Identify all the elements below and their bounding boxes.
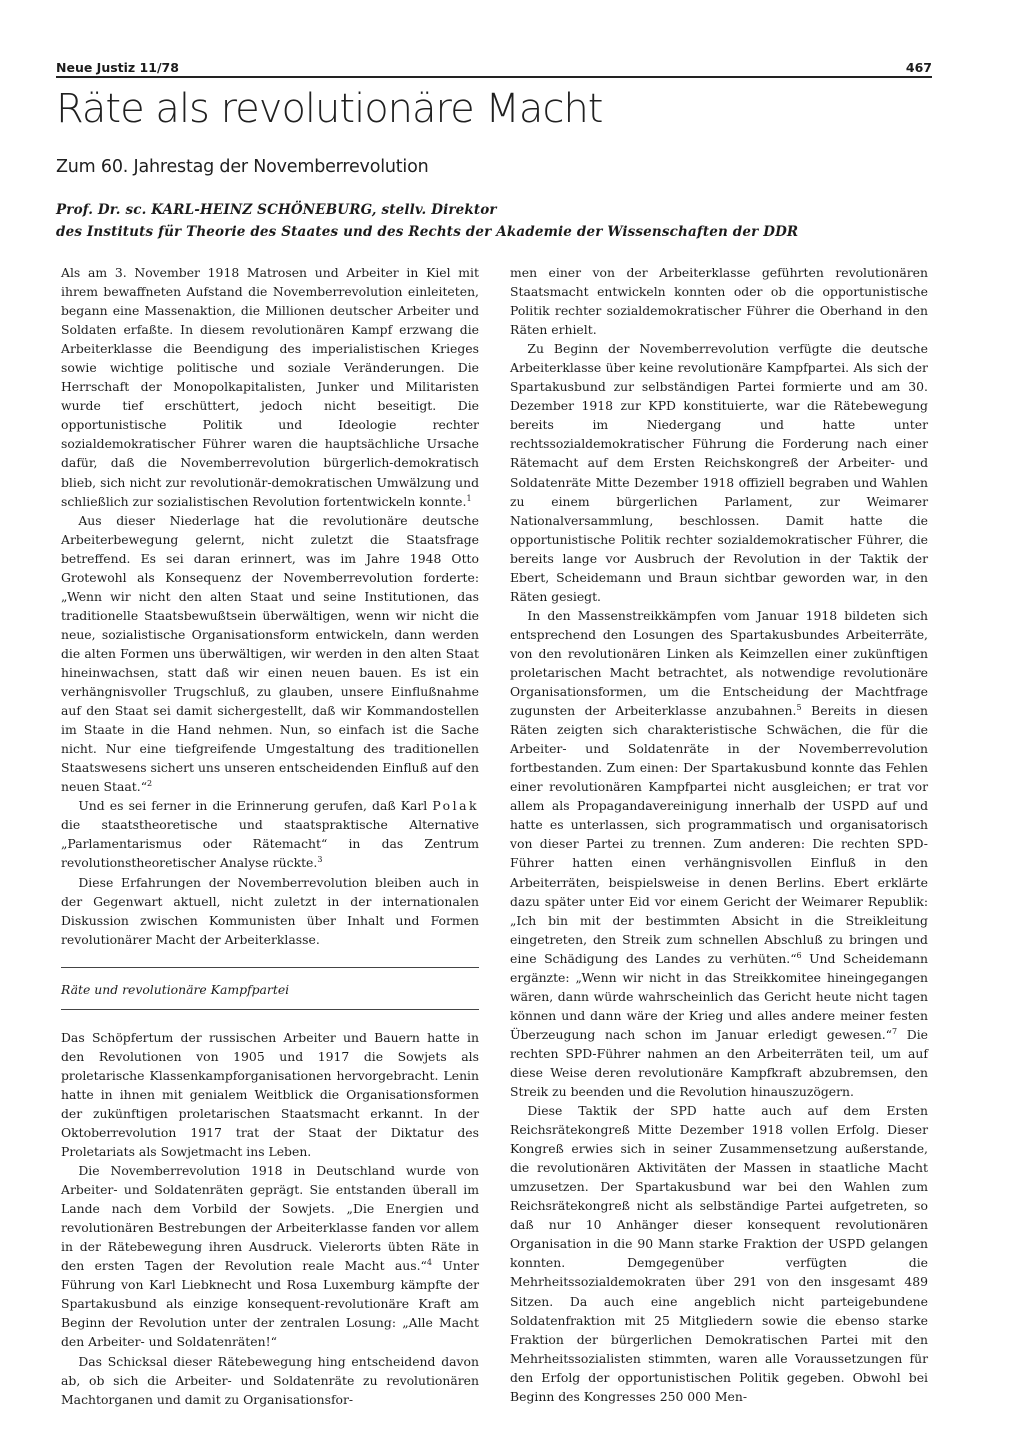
- footnote-ref: 5: [796, 702, 802, 712]
- paragraph: Das Schicksal dieser Rätebewegung hing entscheidend davon ab, ob sich die Arbeiter- und Soldatenräte zu revolutionären Machtorganen und damit zu Organisationsfor-: [61, 1353, 479, 1407]
- header-rule: [56, 76, 932, 78]
- paragraph: men einer von der Arbeiterklasse geführten revolutionären Staatsmacht entwickeln konnten oder ob die opportunistische Politik rechter sozialdemokratischer Führer die Oberhand in den Räten erhielt.: [510, 265, 928, 338]
- footnote-ref: 2: [147, 779, 153, 789]
- page-number: 467: [905, 60, 932, 75]
- article-subtitle: Zum 60. Jahrestag der Novemberrevolution: [56, 157, 429, 177]
- paragraph: Diese Taktik der SPD hatte auch auf dem Ersten Reichsrätekongreß Mitte Dezember 1918 vollen Erfolg. Dieser Kongreß erwies sich in seiner Zusammensetzung außerstande, die revolutionären Aktivitäten der Massen in staatliche Macht umzusetzen. Der Spartakusbund war bei den Wahlen zum Reichsrätekongreß nicht als selbständige Partei aufgetreten, so daß nur 10 Anhänger dieser konsequent revolutionären Organisation in die 90 Mann starke Fraktion der USPD gelangen konnten. Demgegenüber verfügten die Mehrheitssozialdemokraten über 291 von den insgesamt 489 Sitzen. Da auch eine angeblich nicht parteigebundene Soldatenfraktion mit 25 Mitgliedern sowie die ebenso starke Fraktion der bürgerlichen Demokratischen Partei mit den Mehrheitssozialisten stimmten, waren alle Voraussetzungen für den Erfolg der opportunistischen Politik gegeben. Obwohl bei Beginn des Kongresses 250 000 Men-: [510, 1103, 928, 1404]
- left-column: [61, 263, 479, 1409]
- paragraph: Das Schöpfertum der russischen Arbeiter und Bauern hatte in den Revolutionen von 1905 und 1917 die Sowjets als proletarische Klassenkampforganisationen hervorgebracht. Lenin hatte in ihnen mit genialem Weitblick die Organisationsformen der zukünftigen proletarischen Staatsmacht erkannt. In der Oktoberrevolution 1917 trat der Staat der Diktatur des Proletariats als Sowjetmacht ins Leben.: [61, 1029, 479, 1160]
- author-block: [56, 199, 936, 243]
- journal-issue: Neue Justiz 11/78: [56, 60, 179, 75]
- section-heading: Räte und revolutionäre Kampfpartei: [61, 981, 290, 997]
- footnote-ref: 7: [892, 1026, 898, 1036]
- paragraph: Zu Beginn der Novemberrevolution verfügte die deutsche Arbeiterklasse über keine revolutionäre Kampfpartei. Als sich der Spartakusbund zur selbständigen Partei formierte und am 30. Dezember 1918 zur KPD konstituierte, war die Rätebewegung bereits im Niedergang und hatte unter rechtssozialdemokratischer Führung die Forderung nach einer Rätemacht auf dem Ersten Reichskongreß der Arbeiter- und Soldatenräte Mitte Dezember 1918 offiziell begraben und Wahlen zu einem bürgerlichen Parlament, zur Weimarer Nationalversammlung, beschlossen. Damit hatte die opportunistische Politik rechter sozialdemokratischer Führer, die bereits lange vor Ausbruch der Revolution in der Taktik der Ebert, Scheidemann und Braun sichtbar geworden war, in den Räten gesiegt.: [510, 341, 928, 604]
- section-heading-box: [61, 967, 479, 1010]
- paragraph: In den Massenstreikkämpfen vom Januar 1918 bildeten sich entsprechend den Losungen des Spartakusbundes Arbeiterräte, von den revolutionären Linken als Keimzellen einer zukünftigen proletarischen Macht betrachtet, als notwendige revolutionäre Organisationsformen, um die Entscheidung der Machtfrage zugunsten der Arbeiterklasse anzubahnen.$^5$ Bereits in diesen Räten zeigten sich charakteristische Schwächen, die für die Arbeiter- und Soldatenräte in der Novemberrevolution fortbestanden. Zum einen: Der Spartakusbund konnte das Fehlen einer revolutionären Kampfpartei nicht ausgleichen; er trat vor allem als Propagandavereinigung innerhalb der USPD auf und hatte es unterlassen, sich programmatisch und organisatorisch von dieser Partei zu trennen. Zum anderen: Die rechten SPD-Führer hatten einen verhängnisvollen Einfluß in den Arbeiterräten, beispielsweise in denen Berlins. Ebert erklärte dazu später unter Eid vor einem Gericht der Weimarer Republik: „Ich bin mit der bestimmten Absicht in die Streikleitung eingetreten, den Streik zum schnellen Abschluß zu bringen und eine Schädigung des Landes zu verhüten.“$^6$ Und Scheidemann ergänzte: „Wenn wir nicht in das Streikkomitee hineingegangen wären, dann würde wahrscheinlich das Gericht heute nicht tagen können und dann wäre der Krieg und alles andere meiner festen Überzeugung nach schon im Januar erledigt gewesen.“$^7$ Die rechten SPD-Führer nahmen an den Arbeiterräten teil, um auf diese Weise deren revolutionäre Kampfkraft abzubremsen, den Streik zu beenden und die Revolution hinauszuzögern.: [510, 607, 928, 1100]
- spaced-name: Polak: [432, 798, 479, 814]
- page-header: [56, 56, 932, 78]
- paragraph: Die Novemberrevolution 1918 in Deutschland wurde von Arbeiter- und Soldatenräten geprägt. Sie entstanden überall im Lande nach dem Vorbild der Sowjets. „Die Energien und revolutionären Bestrebungen der Arbeiterklasse fanden vor allem in der Rätebewegung ihren Ausdruck. Vielerorts übten Räte in den ersten Tagen der Revolution reale Macht aus.“$^4$ Unter Führung von Karl Liebknecht und Rosa Luxemburg kämpfte der Spartakusbund als einzige konsequent-revolutionäre Kraft am Beginn der Revolution unter der zentralen Losung: „Alle Macht den Arbeiter- und Soldatenräten!“: [61, 1163, 479, 1350]
- footnote-ref: 4: [426, 1258, 432, 1268]
- paragraph: Und es sei ferner in die Erinnerung gerufen, daß Karl Polak die staatstheoretische und staatspraktische Alternative „Parlamentarismus oder Rätemacht“ in das Zentrum revolutionstheoretischer Analyse rückte.$^3$: [61, 798, 479, 871]
- author-name-line: Prof. Dr. sc. KARL-HEINZ SCHÖNEBURG, stellv. Direktor: [56, 202, 497, 218]
- paragraph: Diese Erfahrungen der Novemberrevolution bleiben auch in der Gegenwart aktuell, nicht zuletzt in der internationalen Diskussion zwischen Kommunisten über Inhalt und Formen revolutionärer Macht der Arbeiterklasse.: [61, 874, 479, 947]
- paragraph: Als am 3. November 1918 Matrosen und Arbeiter in Kiel mit ihrem bewaffneten Aufstand die Novemberrevolution einleiteten, begann eine Massenaktion, die Millionen deutscher Arbeiter und Soldaten erfaßte. In diesem revolutionären Kampf erzwang die Arbeiterklasse die Beendigung des imperialistischen Krieges sowie wichtige politische und soziale Veränderungen. Die Herrschaft der Monopolkapitalisten, Junker und Militaristen wurde tief erschüttert, jedoch nicht beseitigt. Die opportunistische Politik und Ideologie rechter sozialdemokratischer Führer waren die hauptsächliche Ursache dafür, daß die Novemberrevolution bürgerlich-demokratisch blieb, sich nicht zur revolutionär-demokratischen Umwälzung und schließlich zur sozialistischen Revolution fortentwickeln konnte.$^1$: [61, 265, 479, 509]
- article-title: Räte als revolutionäre Macht: [56, 86, 603, 132]
- author-affiliation-line: des Instituts für Theorie des Staates und des Rechts der Akademie der Wissenschaften der DDR: [56, 224, 799, 240]
- footnote-ref: 1: [466, 493, 472, 503]
- paragraph: Aus dieser Niederlage hat die revolutionäre deutsche Arbeiterbewegung gelernt, nicht zuletzt die Staatsfrage betreffend. Es sei daran erinnert, was im Jahre 1948 Otto Grotewohl als Konsequenz der Novemberrevolution forderte: „Wenn wir nicht den alten Staat und seine Institutionen, das traditionelle Staatsbewußtsein überwältigen, wenn wir nicht die neue, sozialistische Organisationsform entwickeln, dann werden die alten Formen uns überwältigen, wir werden in den alten Staat hineinwachsen, statt daß wir einen neuen bauen. Es ist ein verhängnisvoller Trugschluß, zu glauben, unsere Einflußnahme auf den Staat sei damit sichergestellt, daß wir Kommandostellen im Staate in die Hand nehmen. Nun, so einfach ist die Sache nicht. Nur eine tiefgreifende Umgestaltung des traditionellen Staatswesens sichert uns unseren entscheidenden Einfluß auf den neuen Staat.“$^2$: [61, 512, 479, 795]
- right-column: [510, 263, 928, 1406]
- footnote-ref: 6: [796, 950, 802, 960]
- footnote-ref: 3: [317, 855, 323, 865]
